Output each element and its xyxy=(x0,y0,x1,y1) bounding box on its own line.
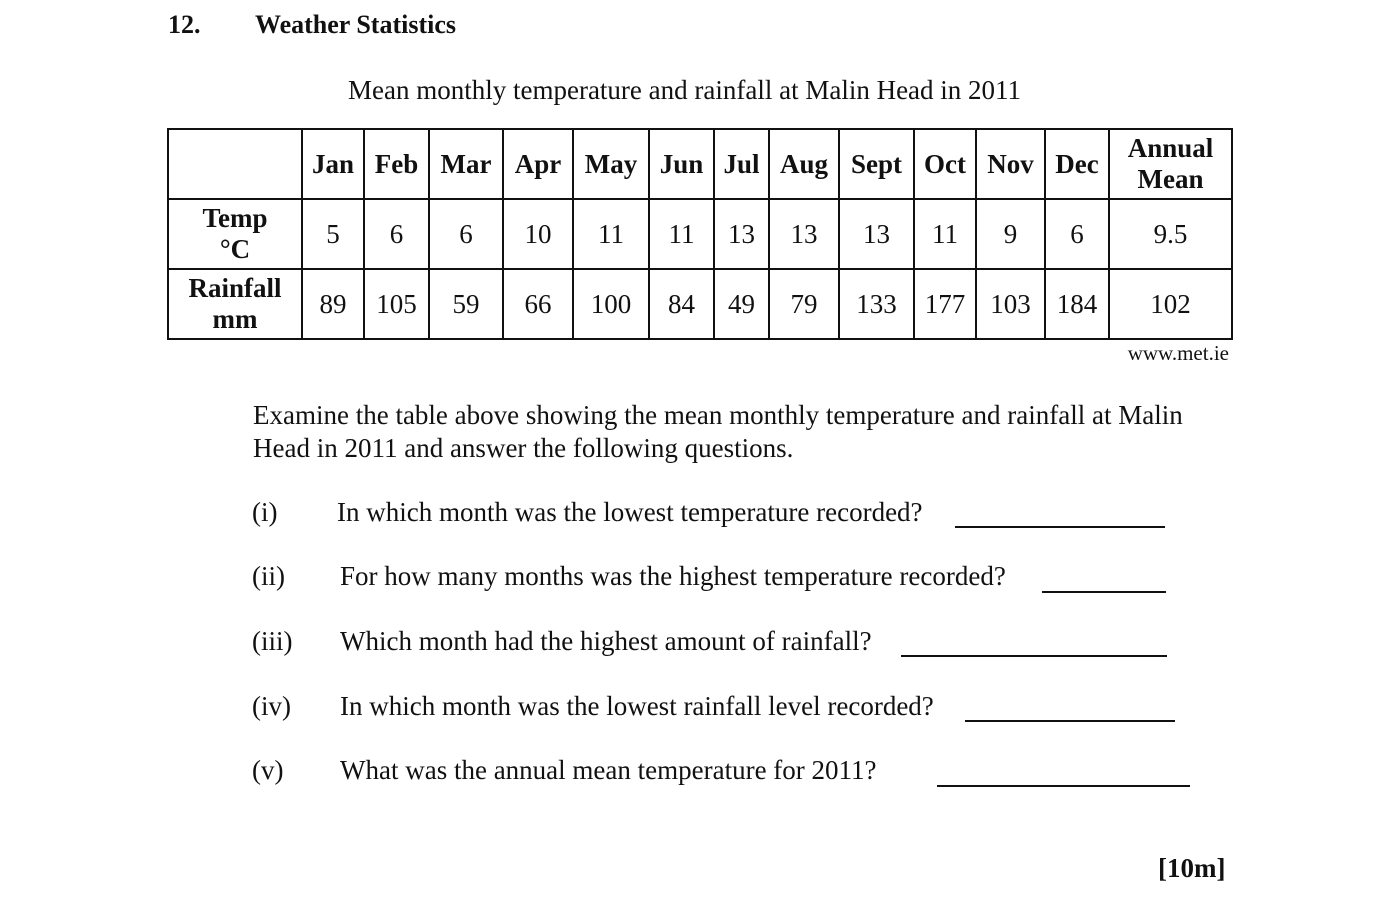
temp-cell: 9 xyxy=(976,199,1045,269)
rainfall-cell: 66 xyxy=(503,269,573,339)
temp-row xyxy=(168,199,1232,269)
temp-cell: 11 xyxy=(573,199,649,269)
question-title: Weather Statistics xyxy=(255,10,456,39)
row-label-unit: °C xyxy=(219,234,251,264)
month-header: Nov xyxy=(976,129,1045,199)
question-label: (iv) xyxy=(252,691,291,721)
answer-line[interactable] xyxy=(955,526,1165,528)
temp-cell: 13 xyxy=(769,199,839,269)
question-text: Which month had the highest amount of rainfall? xyxy=(340,626,872,656)
row-label-unit: mm xyxy=(212,304,258,334)
row-label-line: Rainfall xyxy=(188,273,282,303)
question-label: (ii) xyxy=(252,561,285,591)
temp-cell: 6 xyxy=(429,199,503,269)
question-text: For how many months was the highest temperature recorded? xyxy=(340,561,1006,591)
rainfall-cell: 100 xyxy=(573,269,649,339)
month-header: Feb xyxy=(364,129,429,199)
answer-line[interactable] xyxy=(901,655,1167,657)
month-header: Jan xyxy=(302,129,364,199)
temp-cell: 11 xyxy=(649,199,714,269)
month-header: Oct xyxy=(914,129,976,199)
table-caption: Mean monthly temperature and rainfall at Malin Head in 2011 xyxy=(348,75,1022,105)
annual-header-line: Annual xyxy=(1127,133,1214,163)
rainfall-cell: 105 xyxy=(364,269,429,339)
question-text: In which month was the lowest temperature recorded? xyxy=(337,497,923,527)
question-label: (iii) xyxy=(252,626,293,656)
month-header: Jun xyxy=(649,129,714,199)
source-note: www.met.ie xyxy=(1127,341,1229,365)
question-label: (v) xyxy=(252,755,284,785)
rainfall-cell: 103 xyxy=(976,269,1045,339)
rainfall-cell: 89 xyxy=(302,269,364,339)
rainfall-cell: 49 xyxy=(714,269,769,339)
temp-cell: 6 xyxy=(1045,199,1109,269)
rainfall-cell: 184 xyxy=(1045,269,1109,339)
temp-annual-cell: 9.5 xyxy=(1109,199,1232,269)
question-number: 12. xyxy=(168,10,201,39)
month-header: Apr xyxy=(503,129,573,199)
annual-mean-header xyxy=(1109,129,1232,199)
marks-label: [10m] xyxy=(1158,853,1226,883)
month-header: May xyxy=(573,129,649,199)
rainfall-cell: 177 xyxy=(914,269,976,339)
temp-cell: 6 xyxy=(364,199,429,269)
annual-header-line: Mean xyxy=(1137,164,1204,194)
row-label-rainfall xyxy=(168,269,302,339)
rainfall-cell: 84 xyxy=(649,269,714,339)
month-header: Jul xyxy=(714,129,769,199)
rainfall-row xyxy=(168,269,1232,339)
temp-cell: 13 xyxy=(839,199,914,269)
header-row xyxy=(168,129,1232,199)
corner-cell xyxy=(168,129,302,199)
temp-cell: 13 xyxy=(714,199,769,269)
weather-table xyxy=(167,128,1233,340)
temp-cell: 5 xyxy=(302,199,364,269)
temp-cell: 10 xyxy=(503,199,573,269)
question-label: (i) xyxy=(252,497,278,527)
month-header: Mar xyxy=(429,129,503,199)
month-header: Dec xyxy=(1045,129,1109,199)
temp-cell: 11 xyxy=(914,199,976,269)
answer-line[interactable] xyxy=(1042,591,1166,593)
answer-line[interactable] xyxy=(965,720,1175,722)
answer-line[interactable] xyxy=(937,785,1190,787)
row-label-line: Temp xyxy=(202,203,268,233)
month-header: Aug xyxy=(769,129,839,199)
rainfall-cell: 79 xyxy=(769,269,839,339)
question-text: In which month was the lowest rainfall level recorded? xyxy=(340,691,934,721)
row-label-temp xyxy=(168,199,302,269)
month-header: Sept xyxy=(839,129,914,199)
rainfall-cell: 59 xyxy=(429,269,503,339)
instructions: Examine the table above showing the mean monthly temperature and rainfall at Malin Head in 2011 and answer the following questions. xyxy=(253,400,1183,463)
rainfall-cell: 133 xyxy=(839,269,914,339)
rainfall-annual-cell: 102 xyxy=(1109,269,1232,339)
question-text: What was the annual mean temperature for 2011? xyxy=(340,755,877,785)
